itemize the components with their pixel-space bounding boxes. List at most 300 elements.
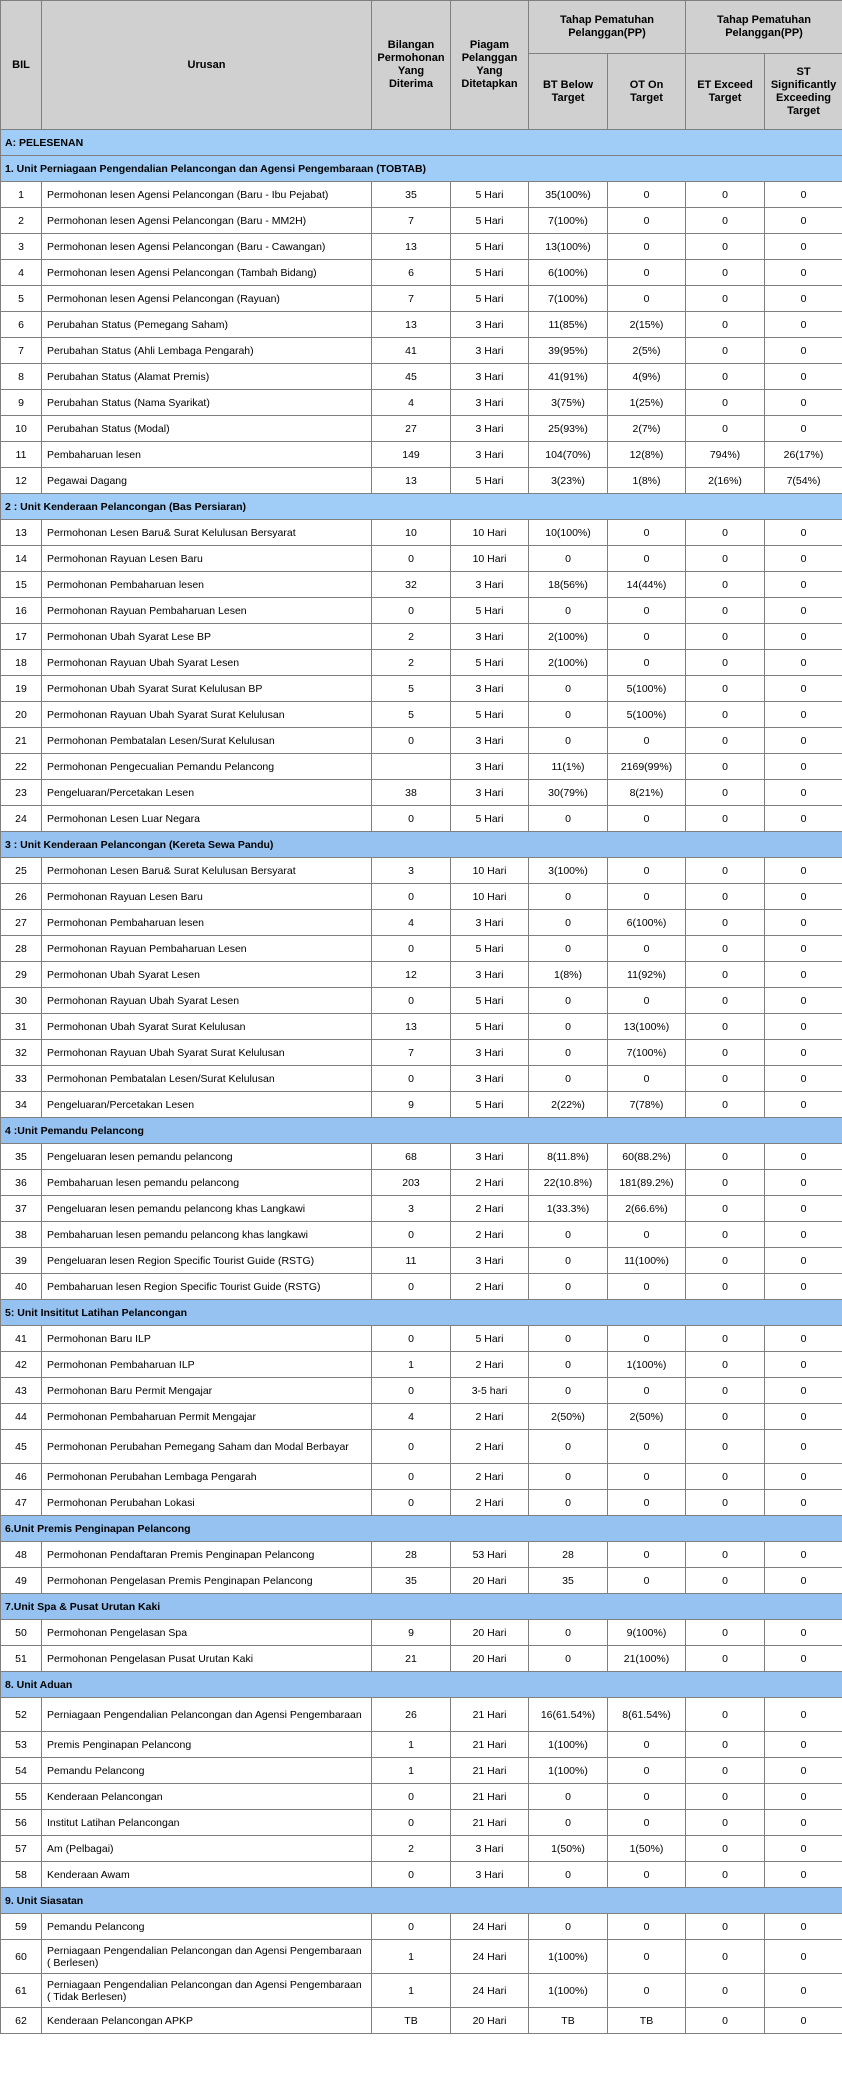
cell-bt: 1(33.3%) xyxy=(529,1196,608,1222)
cell-et: 0 xyxy=(686,962,765,988)
cell-bt: 0 xyxy=(529,598,608,624)
cell-ot: 2(7%) xyxy=(608,416,686,442)
table-row xyxy=(1,806,842,832)
cell-bil: 25 xyxy=(1,858,42,884)
cell-bt: 0 xyxy=(529,1248,608,1274)
cell-bt: 0 xyxy=(529,910,608,936)
cell-bilangan: 149 xyxy=(372,442,451,468)
cell-st: 0 xyxy=(765,910,842,936)
cell-ot: 0 xyxy=(608,1784,686,1810)
cell-urusan: Perniagaan Pengendalian Pelancongan dan Agensi Pengembaraan ( Berlesen) xyxy=(42,1940,372,1974)
cell-bt: 41(91%) xyxy=(529,364,608,390)
cell-st: 0 xyxy=(765,546,842,572)
cell-st: 0 xyxy=(765,260,842,286)
header-bil: BIL xyxy=(1,1,42,130)
table-row xyxy=(1,1620,842,1646)
cell-et: 0 xyxy=(686,1326,765,1352)
cell-bilangan: 2 xyxy=(372,650,451,676)
table-row xyxy=(1,1092,842,1118)
cell-piagam: 3 Hari xyxy=(451,1040,529,1066)
cell-st: 0 xyxy=(765,520,842,546)
cell-et: 0 xyxy=(686,1810,765,1836)
cell-bil: 39 xyxy=(1,1248,42,1274)
section-label: 5: Unit Insititut Latihan Pelancongan xyxy=(1,1300,842,1326)
cell-st: 0 xyxy=(765,1430,842,1464)
cell-ot: 9(100%) xyxy=(608,1620,686,1646)
cell-bt: 0 xyxy=(529,546,608,572)
cell-bt: 0 xyxy=(529,1274,608,1300)
cell-bt: 1(8%) xyxy=(529,962,608,988)
cell-bt: 25(93%) xyxy=(529,416,608,442)
cell-piagam: 2 Hari xyxy=(451,1222,529,1248)
cell-piagam: 20 Hari xyxy=(451,2008,529,2034)
section-row xyxy=(1,494,842,520)
cell-st: 0 xyxy=(765,364,842,390)
cell-bt: 104(70%) xyxy=(529,442,608,468)
cell-bil: 47 xyxy=(1,1490,42,1516)
cell-bt: 0 xyxy=(529,1620,608,1646)
cell-piagam: 5 Hari xyxy=(451,702,529,728)
cell-et: 0 xyxy=(686,1092,765,1118)
cell-et: 0 xyxy=(686,754,765,780)
cell-piagam: 5 Hari xyxy=(451,650,529,676)
cell-bil: 30 xyxy=(1,988,42,1014)
cell-bilangan: 203 xyxy=(372,1170,451,1196)
cell-ot: 0 xyxy=(608,1274,686,1300)
cell-bilangan: 3 xyxy=(372,858,451,884)
cell-st: 0 xyxy=(765,1196,842,1222)
cell-ot: 181(89.2%) xyxy=(608,1170,686,1196)
cell-bilangan: 13 xyxy=(372,468,451,494)
cell-et: 0 xyxy=(686,1974,765,2008)
cell-bt: 0 xyxy=(529,1914,608,1940)
cell-bil: 28 xyxy=(1,936,42,962)
cell-urusan: Permohonan Pengecualian Pemandu Pelancong xyxy=(42,754,372,780)
cell-st: 0 xyxy=(765,1066,842,1092)
cell-urusan: Permohonan Ubah Syarat Surat Kelulusan xyxy=(42,1014,372,1040)
cell-piagam: 3 Hari xyxy=(451,442,529,468)
table-row xyxy=(1,1144,842,1170)
cell-bt: 39(95%) xyxy=(529,338,608,364)
cell-ot: 4(9%) xyxy=(608,364,686,390)
header-et: ET Exceed Target xyxy=(686,54,765,130)
cell-bt: 1(100%) xyxy=(529,1732,608,1758)
cell-piagam: 2 Hari xyxy=(451,1464,529,1490)
cell-et: 0 xyxy=(686,1914,765,1940)
cell-piagam: 53 Hari xyxy=(451,1542,529,1568)
section-row xyxy=(1,1672,842,1698)
cell-ot: 0 xyxy=(608,234,686,260)
cell-bilangan: 0 xyxy=(372,598,451,624)
table-row xyxy=(1,1784,842,1810)
cell-bt: 2(22%) xyxy=(529,1092,608,1118)
cell-piagam: 5 Hari xyxy=(451,1326,529,1352)
cell-piagam: 2 Hari xyxy=(451,1430,529,1464)
table-row xyxy=(1,1568,842,1594)
cell-urusan: Institut Latihan Pelancongan xyxy=(42,1810,372,1836)
cell-bt: 16(61.54%) xyxy=(529,1698,608,1732)
table-row xyxy=(1,1758,842,1784)
section-row xyxy=(1,1594,842,1620)
cell-bt: 35(100%) xyxy=(529,182,608,208)
cell-bt: 0 xyxy=(529,728,608,754)
cell-bt: 0 xyxy=(529,1040,608,1066)
cell-bt: TB xyxy=(529,2008,608,2034)
cell-bt: 0 xyxy=(529,1784,608,1810)
cell-bil: 55 xyxy=(1,1784,42,1810)
cell-st: 0 xyxy=(765,806,842,832)
cell-urusan: Pembaharuan lesen xyxy=(42,442,372,468)
cell-st: 0 xyxy=(765,754,842,780)
table-row xyxy=(1,520,842,546)
cell-et: 0 xyxy=(686,1862,765,1888)
cell-urusan: Permohonan Pembaharuan ILP xyxy=(42,1352,372,1378)
cell-st: 0 xyxy=(765,1170,842,1196)
cell-st: 0 xyxy=(765,182,842,208)
cell-piagam: 5 Hari xyxy=(451,234,529,260)
cell-bt: 11(1%) xyxy=(529,754,608,780)
cell-ot: 21(100%) xyxy=(608,1646,686,1672)
cell-bilangan: 7 xyxy=(372,1040,451,1066)
cell-bil: 36 xyxy=(1,1170,42,1196)
cell-bt: 0 xyxy=(529,1810,608,1836)
cell-bt: 2(100%) xyxy=(529,650,608,676)
cell-urusan: Pengeluaran/Percetakan Lesen xyxy=(42,1092,372,1118)
cell-bilangan: 0 xyxy=(372,728,451,754)
cell-urusan: Permohonan Pengelasan Spa xyxy=(42,1620,372,1646)
cell-piagam: 10 Hari xyxy=(451,520,529,546)
cell-bt: 35 xyxy=(529,1568,608,1594)
table-row xyxy=(1,1040,842,1066)
cell-et: 0 xyxy=(686,1784,765,1810)
cell-bt: 2(100%) xyxy=(529,624,608,650)
table-row xyxy=(1,234,842,260)
cell-ot: 0 xyxy=(608,208,686,234)
cell-bt: 8(11.8%) xyxy=(529,1144,608,1170)
cell-urusan: Perubahan Status (Alamat Premis) xyxy=(42,364,372,390)
cell-piagam: 3 Hari xyxy=(451,910,529,936)
cell-et: 0 xyxy=(686,1378,765,1404)
cell-bilangan: 0 xyxy=(372,1222,451,1248)
cell-bilangan: 0 xyxy=(372,1914,451,1940)
cell-urusan: Permohonan Ubah Syarat Surat Kelulusan BP xyxy=(42,676,372,702)
section-label: 4 :Unit Pemandu Pelancong xyxy=(1,1118,842,1144)
cell-bilangan: 28 xyxy=(372,1542,451,1568)
cell-piagam: 5 Hari xyxy=(451,208,529,234)
cell-bt: 7(100%) xyxy=(529,286,608,312)
cell-st: 0 xyxy=(765,858,842,884)
cell-bilangan: 0 xyxy=(372,806,451,832)
section-label: 9. Unit Siasatan xyxy=(1,1888,842,1914)
cell-st: 0 xyxy=(765,1810,842,1836)
cell-bil: 52 xyxy=(1,1698,42,1732)
cell-ot: 0 xyxy=(608,286,686,312)
cell-st: 7(54%) xyxy=(765,468,842,494)
cell-st: 0 xyxy=(765,884,842,910)
cell-urusan: Perubahan Status (Modal) xyxy=(42,416,372,442)
cell-et: 0 xyxy=(686,806,765,832)
cell-urusan: Permohonan Baru ILP xyxy=(42,1326,372,1352)
cell-et: 0 xyxy=(686,1352,765,1378)
cell-st: 0 xyxy=(765,234,842,260)
cell-bil: 40 xyxy=(1,1274,42,1300)
cell-et: 0 xyxy=(686,780,765,806)
cell-et: 0 xyxy=(686,1066,765,1092)
table-row xyxy=(1,1196,842,1222)
cell-bil: 15 xyxy=(1,572,42,598)
cell-et: 0 xyxy=(686,1170,765,1196)
header-urusan: Urusan xyxy=(42,1,372,130)
cell-bil: 60 xyxy=(1,1940,42,1974)
table-row xyxy=(1,364,842,390)
cell-ot: 11(100%) xyxy=(608,1248,686,1274)
table-row xyxy=(1,702,842,728)
cell-st: 0 xyxy=(765,1568,842,1594)
cell-bilangan: 0 xyxy=(372,1066,451,1092)
section-row xyxy=(1,130,842,156)
cell-st: 0 xyxy=(765,962,842,988)
cell-bt: 1(100%) xyxy=(529,1974,608,2008)
cell-et: 0 xyxy=(686,858,765,884)
cell-bilangan: 35 xyxy=(372,182,451,208)
cell-et: 0 xyxy=(686,1698,765,1732)
cell-ot: 0 xyxy=(608,1464,686,1490)
cell-bil: 11 xyxy=(1,442,42,468)
cell-urusan: Perubahan Status (Ahli Lembaga Pengarah) xyxy=(42,338,372,364)
table-row xyxy=(1,546,842,572)
cell-bt: 11(85%) xyxy=(529,312,608,338)
cell-bt: 6(100%) xyxy=(529,260,608,286)
cell-piagam: 3 Hari xyxy=(451,1144,529,1170)
cell-piagam: 5 Hari xyxy=(451,1092,529,1118)
cell-st: 0 xyxy=(765,1940,842,1974)
cell-bil: 3 xyxy=(1,234,42,260)
cell-bil: 53 xyxy=(1,1732,42,1758)
cell-bilangan: 1 xyxy=(372,1758,451,1784)
table-row xyxy=(1,910,842,936)
cell-bt: 3(75%) xyxy=(529,390,608,416)
cell-bil: 23 xyxy=(1,780,42,806)
cell-ot: 8(21%) xyxy=(608,780,686,806)
cell-urusan: Permohonan Pembaharuan lesen xyxy=(42,910,372,936)
table-row xyxy=(1,1222,842,1248)
cell-bt: 1(100%) xyxy=(529,1940,608,1974)
cell-piagam: 3 Hari xyxy=(451,1836,529,1862)
cell-piagam: 3-5 hari xyxy=(451,1378,529,1404)
cell-bt: 0 xyxy=(529,1490,608,1516)
cell-ot: 0 xyxy=(608,520,686,546)
cell-st: 0 xyxy=(765,598,842,624)
cell-piagam: 3 Hari xyxy=(451,1862,529,1888)
table-row xyxy=(1,1014,842,1040)
cell-ot: 7(78%) xyxy=(608,1092,686,1118)
cell-urusan: Permohonan Rayuan Pembaharuan Lesen xyxy=(42,598,372,624)
cell-et: 0 xyxy=(686,1646,765,1672)
cell-bil: 21 xyxy=(1,728,42,754)
cell-bilangan: 4 xyxy=(372,390,451,416)
cell-piagam: 5 Hari xyxy=(451,1014,529,1040)
cell-urusan: Pengeluaran lesen pemandu pelancong khas Langkawi xyxy=(42,1196,372,1222)
section-label: 2 : Unit Kenderaan Pelancongan (Bas Persiaran) xyxy=(1,494,842,520)
cell-bt: 22(10.8%) xyxy=(529,1170,608,1196)
cell-ot: 11(92%) xyxy=(608,962,686,988)
header-ot: OT On Target xyxy=(608,54,686,130)
cell-bil: 58 xyxy=(1,1862,42,1888)
table-row xyxy=(1,936,842,962)
cell-ot: 0 xyxy=(608,728,686,754)
cell-ot: 0 xyxy=(608,546,686,572)
cell-urusan: Permohonan lesen Agensi Pelancongan (Baru - MM2H) xyxy=(42,208,372,234)
cell-bil: 51 xyxy=(1,1646,42,1672)
section-row xyxy=(1,156,842,182)
cell-et: 0 xyxy=(686,520,765,546)
cell-bilangan: 12 xyxy=(372,962,451,988)
cell-ot: 6(100%) xyxy=(608,910,686,936)
table-row xyxy=(1,1170,842,1196)
cell-bt: 0 xyxy=(529,1222,608,1248)
cell-bilangan: 38 xyxy=(372,780,451,806)
cell-bilangan: 9 xyxy=(372,1620,451,1646)
cell-bilangan: 11 xyxy=(372,1248,451,1274)
table-row xyxy=(1,1404,842,1430)
cell-st: 0 xyxy=(765,572,842,598)
cell-et: 0 xyxy=(686,728,765,754)
cell-bil: 32 xyxy=(1,1040,42,1066)
cell-urusan: Pengeluaran/Percetakan Lesen xyxy=(42,780,372,806)
table-row xyxy=(1,1490,842,1516)
cell-ot: 0 xyxy=(608,1378,686,1404)
cell-et: 0 xyxy=(686,234,765,260)
cell-st: 0 xyxy=(765,676,842,702)
cell-et: 0 xyxy=(686,598,765,624)
cell-piagam: 2 Hari xyxy=(451,1196,529,1222)
cell-urusan: Permohonan Rayuan Ubah Syarat Surat Kelulusan xyxy=(42,1040,372,1066)
cell-st: 0 xyxy=(765,1144,842,1170)
cell-urusan: Perniagaan Pengendalian Pelancongan dan Agensi Pengembaraan xyxy=(42,1698,372,1732)
cell-bt: 1(50%) xyxy=(529,1836,608,1862)
cell-bil: 24 xyxy=(1,806,42,832)
cell-bil: 61 xyxy=(1,1974,42,2008)
cell-urusan: Permohonan Rayuan Pembaharuan Lesen xyxy=(42,936,372,962)
cell-bilangan: 2 xyxy=(372,1836,451,1862)
table-row xyxy=(1,1378,842,1404)
cell-piagam: 2 Hari xyxy=(451,1404,529,1430)
cell-urusan: Permohonan Rayuan Ubah Syarat Lesen xyxy=(42,650,372,676)
cell-bilangan: 0 xyxy=(372,1862,451,1888)
cell-st: 0 xyxy=(765,1784,842,1810)
cell-st: 0 xyxy=(765,702,842,728)
cell-piagam: 3 Hari xyxy=(451,390,529,416)
cell-ot: 0 xyxy=(608,1490,686,1516)
cell-piagam: 3 Hari xyxy=(451,754,529,780)
cell-st: 0 xyxy=(765,1646,842,1672)
cell-piagam: 3 Hari xyxy=(451,572,529,598)
cell-urusan: Permohonan Pembaharuan lesen xyxy=(42,572,372,598)
table-row xyxy=(1,754,842,780)
cell-bt: 0 xyxy=(529,1378,608,1404)
cell-urusan: Kenderaan Awam xyxy=(42,1862,372,1888)
cell-st: 0 xyxy=(765,208,842,234)
cell-ot: 0 xyxy=(608,1940,686,1974)
cell-ot: 0 xyxy=(608,884,686,910)
table-row xyxy=(1,650,842,676)
cell-bt: 0 xyxy=(529,1352,608,1378)
header-bt: BT Below Target xyxy=(529,54,608,130)
cell-st: 0 xyxy=(765,1092,842,1118)
cell-bilangan: 0 xyxy=(372,936,451,962)
cell-ot: 14(44%) xyxy=(608,572,686,598)
cell-et: 0 xyxy=(686,1836,765,1862)
cell-urusan: Pemandu Pelancong xyxy=(42,1758,372,1784)
cell-bilangan: 7 xyxy=(372,208,451,234)
cell-st: 0 xyxy=(765,390,842,416)
cell-bilangan: 9 xyxy=(372,1092,451,1118)
cell-piagam: 10 Hari xyxy=(451,546,529,572)
cell-piagam: 5 Hari xyxy=(451,936,529,962)
cell-et: 2(16%) xyxy=(686,468,765,494)
cell-urusan: Perubahan Status (Nama Syarikat) xyxy=(42,390,372,416)
cell-piagam: 3 Hari xyxy=(451,416,529,442)
cell-bilangan: 0 xyxy=(372,546,451,572)
section-label: 3 : Unit Kenderaan Pelancongan (Kereta Sewa Pandu) xyxy=(1,832,842,858)
cell-et: 0 xyxy=(686,416,765,442)
cell-piagam: 20 Hari xyxy=(451,1568,529,1594)
cell-ot: 0 xyxy=(608,598,686,624)
table-row xyxy=(1,1646,842,1672)
cell-bt: 0 xyxy=(529,1646,608,1672)
cell-et: 0 xyxy=(686,1490,765,1516)
cell-bt: 0 xyxy=(529,1326,608,1352)
cell-et: 0 xyxy=(686,650,765,676)
section-row xyxy=(1,832,842,858)
cell-ot: 2(5%) xyxy=(608,338,686,364)
cell-bilangan: 0 xyxy=(372,1274,451,1300)
section-label: A: PELESENAN xyxy=(1,130,842,156)
cell-et: 0 xyxy=(686,936,765,962)
cell-bil: 46 xyxy=(1,1464,42,1490)
cell-bil: 18 xyxy=(1,650,42,676)
cell-ot: 0 xyxy=(608,1758,686,1784)
cell-ot: 0 xyxy=(608,1430,686,1464)
cell-bil: 5 xyxy=(1,286,42,312)
table-row xyxy=(1,1940,842,1974)
table-row xyxy=(1,598,842,624)
cell-bil: 57 xyxy=(1,1836,42,1862)
cell-bilangan: 45 xyxy=(372,364,451,390)
cell-ot: 2(66.6%) xyxy=(608,1196,686,1222)
cell-bilangan: 13 xyxy=(372,1014,451,1040)
cell-st: 0 xyxy=(765,2008,842,2034)
table-row xyxy=(1,1732,842,1758)
cell-et: 0 xyxy=(686,1274,765,1300)
table-row xyxy=(1,182,842,208)
table-row xyxy=(1,1810,842,1836)
cell-bil: 13 xyxy=(1,520,42,546)
cell-piagam: 10 Hari xyxy=(451,858,529,884)
cell-ot: 2(50%) xyxy=(608,1404,686,1430)
table-row xyxy=(1,1430,842,1464)
cell-bil: 6 xyxy=(1,312,42,338)
cell-st: 0 xyxy=(765,312,842,338)
cell-et: 0 xyxy=(686,286,765,312)
cell-et: 0 xyxy=(686,910,765,936)
cell-bil: 4 xyxy=(1,260,42,286)
cell-ot: 60(88.2%) xyxy=(608,1144,686,1170)
cell-urusan: Permohonan Rayuan Lesen Baru xyxy=(42,546,372,572)
cell-bil: 33 xyxy=(1,1066,42,1092)
cell-piagam: 21 Hari xyxy=(451,1784,529,1810)
cell-bilangan: TB xyxy=(372,2008,451,2034)
